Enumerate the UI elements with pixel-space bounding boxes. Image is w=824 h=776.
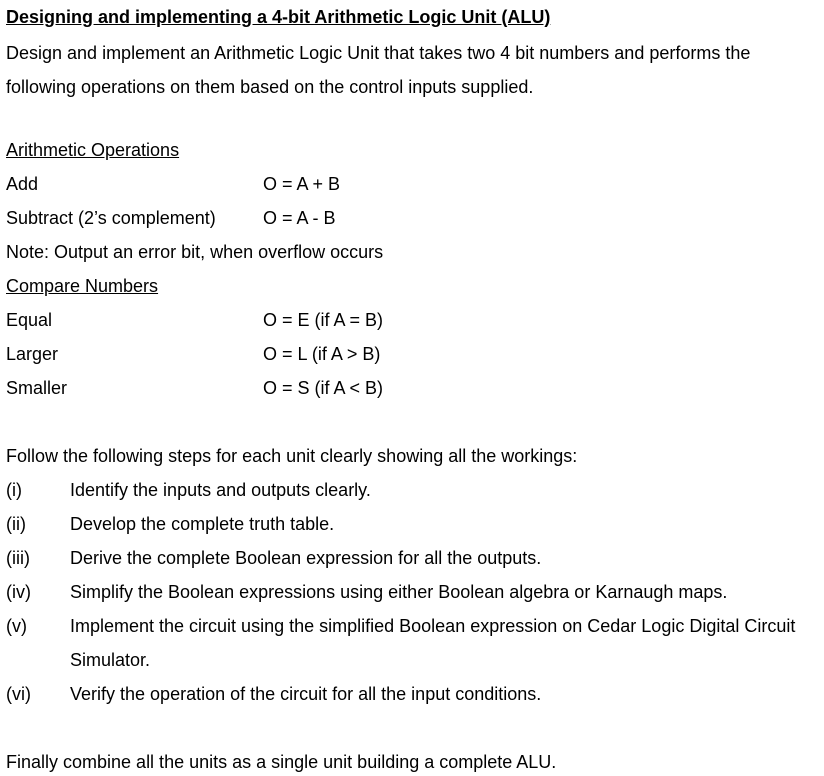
step-text: Derive the complete Boolean expression for all the outputs. bbox=[70, 548, 542, 568]
op-add-formula: O = A + B bbox=[263, 174, 341, 194]
op-larger-name: Larger bbox=[6, 344, 59, 364]
step-number: (iii) bbox=[6, 548, 30, 568]
step-text: Simplify the Boolean expressions using either Boolean algebra or Karnaugh maps. bbox=[70, 582, 728, 602]
step-text: Identify the inputs and outputs clearly. bbox=[70, 480, 371, 500]
op-equal-formula: O = E (if A = B) bbox=[263, 310, 384, 330]
op-add-name: Add bbox=[6, 174, 39, 194]
op-larger-formula: O = L (if A > B) bbox=[263, 344, 381, 364]
op-smaller-formula: O = S (if A < B) bbox=[263, 378, 384, 398]
step-number: (iv) bbox=[6, 582, 31, 602]
step-number: (vi) bbox=[6, 684, 31, 704]
step-text: Implement the circuit using the simplified Boolean expression on Cedar Logic Digital Circuit Simulator. bbox=[70, 616, 796, 670]
step-text: Verify the operation of the circuit for all the input conditions. bbox=[70, 684, 542, 704]
conclusion: Finally combine all the units as a single unit building a complete ALU. bbox=[6, 752, 557, 772]
step-number: (v) bbox=[6, 616, 27, 636]
compare-heading: Compare Numbers bbox=[6, 276, 159, 296]
step-text: Develop the complete truth table. bbox=[70, 514, 335, 534]
intro-paragraph: Design and implement an Arithmetic Logic Unit that takes two 4 bit numbers and performs the following operations on them based on the control inputs supplied. bbox=[6, 43, 751, 97]
op-smaller-name: Smaller bbox=[6, 378, 68, 398]
step-number: (ii) bbox=[6, 514, 26, 534]
op-equal-name: Equal bbox=[6, 310, 53, 330]
overflow-note: Note: Output an error bit, when overflow occurs bbox=[6, 242, 384, 262]
document-title: Designing and implementing a 4-bit Arithmetic Logic Unit (ALU) bbox=[6, 7, 551, 27]
op-subtract-formula: O = A - B bbox=[263, 208, 336, 228]
op-subtract-name: Subtract (2’s complement) bbox=[6, 208, 216, 228]
arithmetic-heading: Arithmetic Operations bbox=[6, 140, 180, 160]
step-number: (i) bbox=[6, 480, 22, 500]
steps-intro: Follow the following steps for each unit clearly showing all the workings: bbox=[6, 446, 578, 466]
